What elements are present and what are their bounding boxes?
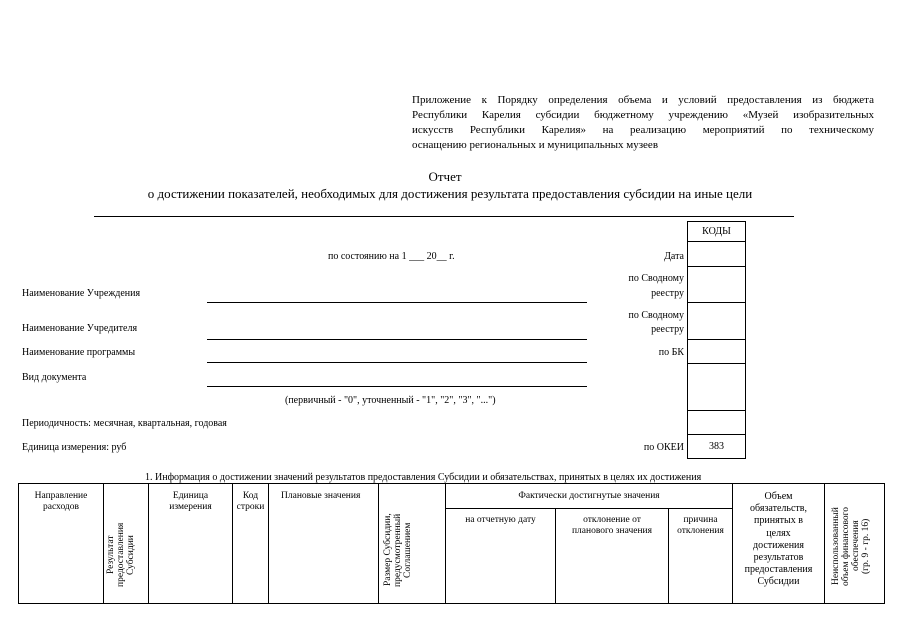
col-divider [268, 483, 269, 604]
code-cell-periodicity[interactable] [687, 410, 746, 435]
col-obligations-text: Объем [764, 491, 793, 502]
col-reason-text: отклонения [677, 526, 724, 536]
code-cell-doc-type[interactable] [687, 363, 746, 411]
col-obligations-text: целях [766, 527, 791, 539]
field-doc-type-hint: (первичный - "0", уточненный - "1", "2", "3", "...") [285, 395, 496, 406]
col-unused-text: Неиспользованный [831, 507, 841, 585]
appendix-line: оснащению региональных и муниципальных музеев [412, 139, 659, 151]
col-planned: Плановые значения [281, 491, 361, 501]
title-underline [94, 216, 794, 217]
col-obligations-text: достижения [752, 539, 804, 551]
field-periodicity: Периодичность: месячная, квартальная, годовая [22, 418, 227, 429]
section1-title: 1. Информация о достижении значений результатов предоставления Субсидии и обязательствах, принятых в целях их достижения [145, 472, 702, 483]
col-deviation-text: отклонение от [583, 515, 641, 525]
col-direction-text: Направление [34, 491, 88, 501]
col-obligations-text: принятых в [754, 515, 803, 527]
col-obligations-text: обязательств, [750, 503, 807, 515]
label-registry2-a: по Сводному [628, 310, 684, 321]
field-institution-label: Наименование Учреждения [22, 288, 141, 299]
col-unused-text: объем финансового [841, 506, 851, 586]
appendix-text [412, 93, 874, 153]
col-result [106, 515, 146, 595]
col-result-text: Результат [106, 535, 116, 575]
col-code [233, 491, 268, 513]
field-doc-type-line[interactable] [207, 386, 587, 387]
col-unit-text: Единица [172, 491, 209, 501]
label-registry1-a: по Сводному [628, 273, 684, 284]
col-divider [103, 483, 104, 604]
as-of-date: по состоянию на 1 ___ 20__ г. [328, 251, 455, 262]
col-size-text: предусмотренный [393, 513, 403, 587]
field-program-label: Наименование программы [22, 347, 136, 358]
col-size-text: Соглашением [403, 522, 413, 578]
col-size [383, 500, 423, 600]
field-founder-label: Наименование Учредителя [22, 323, 138, 334]
codes-header-cell [687, 221, 746, 242]
row-divider [445, 508, 732, 509]
label-registry2-b: реестру [651, 324, 684, 335]
col-direction-text: расходов [43, 502, 79, 512]
col-actual: Фактически достигнутые значения [518, 491, 660, 501]
label-bk: по БК [658, 347, 684, 358]
field-founder-line[interactable] [207, 339, 587, 340]
col-result-text: предоставления [116, 522, 126, 588]
okei-code: 383 [709, 441, 724, 452]
col-size-text: Размер Субсидии, [383, 513, 393, 587]
col-obligations-text: Субсидии [757, 576, 800, 588]
report-title: Отчет [428, 169, 462, 184]
col-result-text: Субсидии [126, 535, 136, 575]
col-deviation [556, 515, 668, 537]
col-code-text: Код [242, 491, 259, 501]
col-unused [831, 492, 879, 600]
col-reason [669, 515, 732, 537]
report-subtitle: о достижении показателей, необходимых для достижения результата предоставления субсидии на иные цели [147, 186, 753, 201]
code-cell-okei[interactable] [687, 434, 746, 459]
code-cell-date[interactable] [687, 241, 746, 267]
col-unit [149, 491, 232, 513]
col-code-text: строки [236, 502, 265, 512]
col-unit-text: измерения [169, 502, 212, 512]
col-divider [824, 483, 825, 604]
col-obligations-text: предоставления [744, 564, 813, 576]
col-direction [19, 491, 103, 513]
col-unused-text: (гр. 9 - гр. 16) [861, 518, 871, 574]
field-unit: Единица измерения: руб [22, 442, 127, 453]
appendix-line: Приложение к Порядку определения объема и условий предоставления из бюджета [412, 94, 874, 106]
col-reason-text: причина [683, 515, 718, 525]
code-cell-registry1[interactable] [687, 266, 746, 303]
label-registry1-b: реестру [651, 288, 684, 299]
label-okei: по ОКЕИ [643, 442, 684, 453]
col-obligations-text: результатов [753, 552, 804, 564]
col-obligations [733, 491, 824, 589]
col-unused-text: обеспечения [851, 520, 861, 572]
appendix-line: Республики Карелия субсидии бюджетному учреждению «Музей изобразительных [412, 109, 874, 121]
col-actual-date: на отчетную дату [465, 515, 536, 525]
appendix-line: искусств Республики Карелия» на реализацию мероприятий по техническому [412, 124, 874, 136]
col-deviation-text: планового значения [571, 526, 653, 536]
code-cell-bk[interactable] [687, 339, 746, 364]
field-doc-type-label: Вид документа [22, 372, 87, 383]
field-institution-line[interactable] [207, 302, 587, 303]
col-divider [378, 483, 379, 604]
label-date: Дата [664, 251, 684, 262]
code-cell-registry2[interactable] [687, 302, 746, 340]
codes-header: КОДЫ [702, 226, 731, 237]
field-program-line[interactable] [207, 362, 587, 363]
